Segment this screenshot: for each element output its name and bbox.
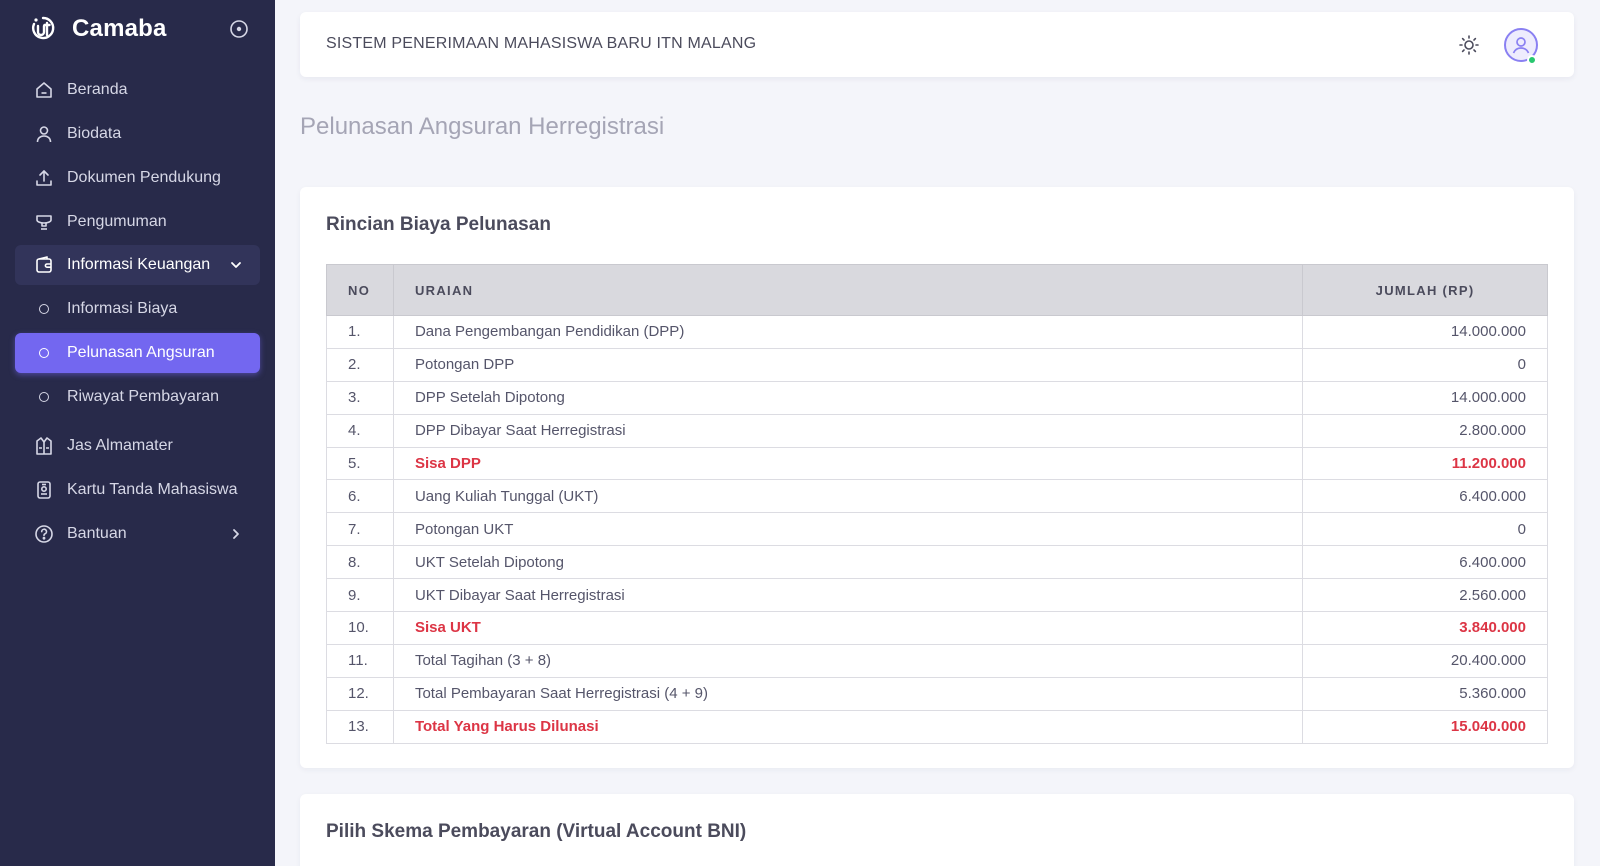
row-description: Potongan DPP	[393, 348, 1302, 381]
chevron-right-icon	[226, 524, 246, 544]
table-row	[327, 414, 1548, 447]
card-title: Rincian Biaya Pelunasan	[326, 214, 551, 235]
sidebar-item-jas-almamater[interactable]	[15, 426, 260, 466]
row-amount: 15.040.000	[1303, 710, 1548, 743]
row-amount: 6.400.000	[1303, 546, 1548, 579]
id-card-icon	[33, 479, 55, 501]
sidebar-item-label: Dokumen Pendukung	[67, 169, 221, 186]
sidebar-item-kartu-tanda-mahasiswa[interactable]	[15, 470, 260, 510]
table-row	[327, 513, 1548, 546]
help-icon	[33, 523, 55, 545]
table-row	[327, 316, 1548, 349]
theme-toggle-button[interactable]	[1456, 32, 1482, 58]
sidebar-item-biodata[interactable]	[15, 114, 260, 154]
upload-icon	[33, 167, 55, 189]
table-row	[327, 644, 1548, 677]
table-header-row	[327, 265, 1548, 316]
online-status-badge	[1527, 55, 1537, 65]
row-description: Total Pembayaran Saat Herregistrasi (4 + 9)	[393, 677, 1302, 710]
row-amount: 14.000.000	[1303, 316, 1548, 349]
sidebar-subitem-riwayat-pembayaran[interactable]	[15, 377, 260, 417]
app-title: SISTEM PENERIMAAN MAHASISWA BARU ITN MALANG	[326, 35, 757, 52]
card-title: Pilih Skema Pembayaran (Virtual Account BNI)	[326, 821, 747, 842]
row-description: DPP Setelah Dipotong	[393, 381, 1302, 414]
table-row	[327, 546, 1548, 579]
row-number: 5.	[327, 447, 394, 480]
row-number: 4.	[327, 414, 394, 447]
row-description: Total Tagihan (3 + 8)	[393, 644, 1302, 677]
row-description: UKT Dibayar Saat Herregistrasi	[393, 579, 1302, 612]
column-header-jumlah: JUMLAH (RP)	[1303, 265, 1548, 316]
row-number: 1.	[327, 316, 394, 349]
fee-details-card	[300, 187, 1574, 768]
brand-name: Camaba	[72, 15, 167, 42]
row-number: 9.	[327, 579, 394, 612]
row-number: 6.	[327, 480, 394, 513]
row-number: 2.	[327, 348, 394, 381]
row-number: 12.	[327, 677, 394, 710]
row-description: DPP Dibayar Saat Herregistrasi	[393, 414, 1302, 447]
table-row	[327, 612, 1548, 645]
home-icon	[33, 79, 55, 101]
row-amount: 11.200.000	[1303, 447, 1548, 480]
sidebar-item-bantuan[interactable]	[15, 514, 260, 554]
sun-icon	[1458, 34, 1480, 56]
row-amount: 3.840.000	[1303, 612, 1548, 645]
circle-icon	[39, 392, 49, 402]
page-title: Pelunasan Angsuran Herregistrasi	[300, 113, 665, 140]
table-row	[327, 348, 1548, 381]
row-amount: 0	[1303, 348, 1548, 381]
row-amount: 2.560.000	[1303, 579, 1548, 612]
fee-details-table	[326, 264, 1548, 744]
sidebar	[0, 0, 275, 866]
table-row	[327, 677, 1548, 710]
row-amount: 20.400.000	[1303, 644, 1548, 677]
table-row	[327, 447, 1548, 480]
row-description: Total Yang Harus Dilunasi	[393, 710, 1302, 743]
column-header-uraian: URAIAN	[393, 265, 1302, 316]
sidebar-item-label: Riwayat Pembayaran	[67, 388, 220, 405]
sidebar-collapse-toggle[interactable]	[228, 18, 250, 40]
sidebar-item-beranda[interactable]	[15, 70, 260, 110]
row-amount: 2.800.000	[1303, 414, 1548, 447]
brand-logo-icon	[28, 14, 58, 44]
user-circle-icon	[1509, 33, 1533, 57]
row-number: 13.	[327, 710, 394, 743]
chevron-down-icon	[226, 255, 246, 275]
user-icon	[33, 123, 55, 145]
row-description: Potongan UKT	[393, 513, 1302, 546]
sidebar-item-label: Bantuan	[67, 525, 127, 542]
table-row	[327, 579, 1548, 612]
row-amount: 0	[1303, 513, 1548, 546]
sidebar-item-label: Beranda	[67, 81, 128, 98]
circle-icon	[39, 348, 49, 358]
row-number: 10.	[327, 612, 394, 645]
sidebar-item-informasi-keuangan[interactable]	[15, 245, 260, 285]
row-number: 8.	[327, 546, 394, 579]
table-row	[327, 480, 1548, 513]
table-row	[327, 381, 1548, 414]
jacket-icon	[33, 435, 55, 457]
payment-scheme-card	[300, 794, 1574, 866]
row-description: Dana Pengembangan Pendidikan (DPP)	[393, 316, 1302, 349]
table-row	[327, 710, 1548, 743]
sidebar-item-label: Pengumuman	[67, 213, 167, 230]
sidebar-item-label: Informasi Keuangan	[67, 256, 211, 273]
sidebar-subitem-informasi-biaya[interactable]	[15, 289, 260, 329]
brand[interactable]	[28, 12, 167, 46]
sidebar-item-label: Informasi Biaya	[67, 300, 178, 317]
row-number: 11.	[327, 644, 394, 677]
circle-icon	[39, 304, 49, 314]
row-amount: 5.360.000	[1303, 677, 1548, 710]
row-description: UKT Setelah Dipotong	[393, 546, 1302, 579]
row-number: 3.	[327, 381, 394, 414]
row-description: Sisa DPP	[393, 447, 1302, 480]
row-number: 7.	[327, 513, 394, 546]
sidebar-item-pengumuman[interactable]	[15, 202, 260, 242]
row-amount: 14.000.000	[1303, 381, 1548, 414]
row-description: Sisa UKT	[393, 612, 1302, 645]
row-amount: 6.400.000	[1303, 480, 1548, 513]
sidebar-item-label: Kartu Tanda Mahasiswa	[67, 481, 238, 498]
sidebar-item-label: Pelunasan Angsuran	[67, 344, 215, 361]
sidebar-subitem-pelunasan-angsuran[interactable]	[15, 333, 260, 373]
sidebar-item-label: Biodata	[67, 125, 122, 142]
sidebar-item-label: Jas Almamater	[67, 437, 173, 454]
column-header-no: NO	[327, 265, 394, 316]
top-navbar	[300, 12, 1574, 77]
sidebar-item-dokumen-pendukung[interactable]	[15, 158, 260, 198]
announcement-icon	[33, 211, 55, 233]
wallet-icon	[33, 254, 55, 276]
row-description: Uang Kuliah Tunggal (UKT)	[393, 480, 1302, 513]
